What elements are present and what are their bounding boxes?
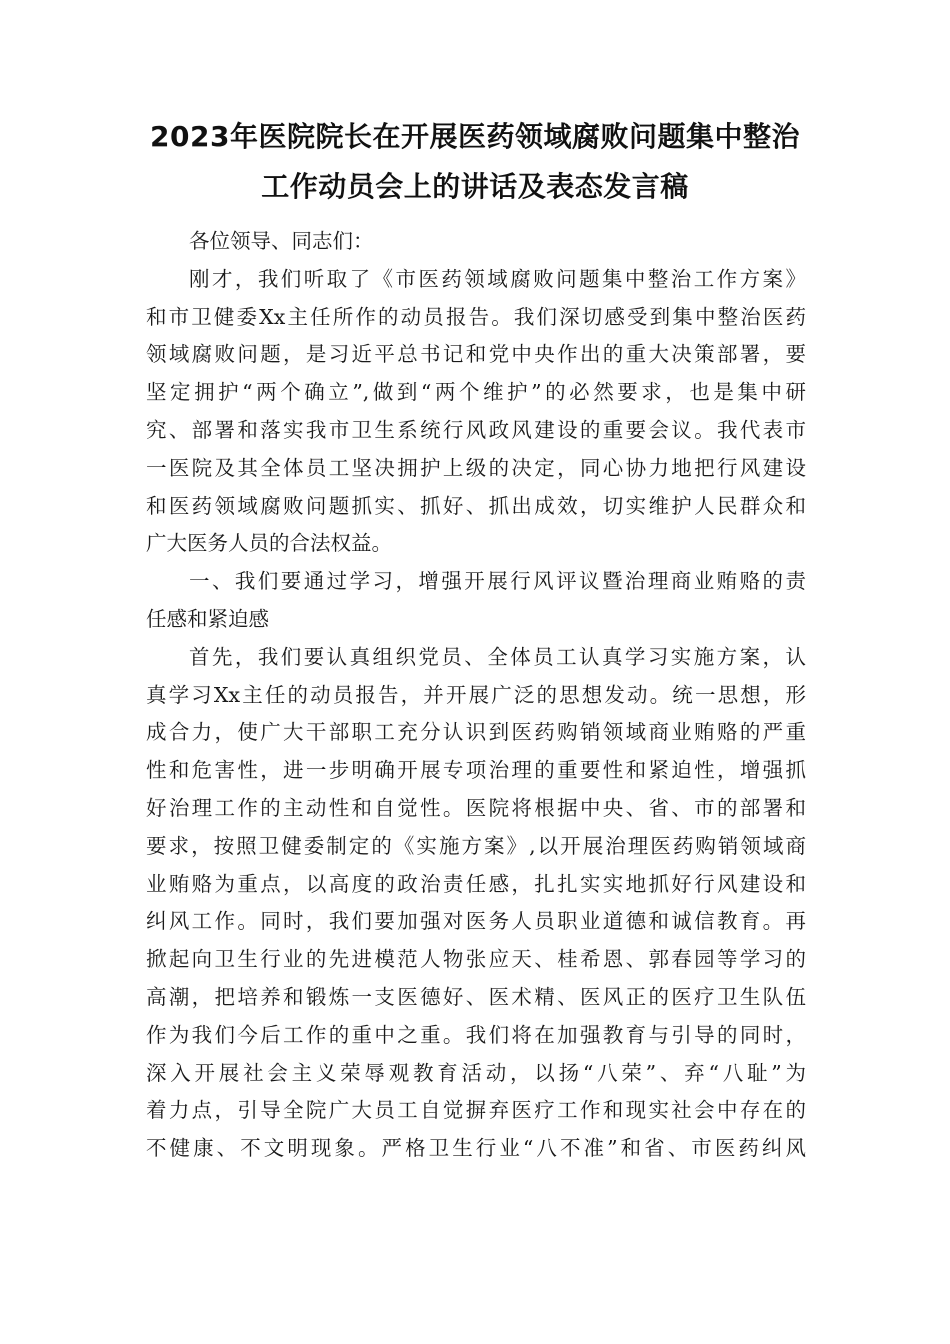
document-body	[146, 223, 806, 1168]
section-heading-1	[146, 563, 806, 639]
text-line: 究、部署和落实我市卫生系统行风政风建设的重要会议。我代表市	[146, 417, 806, 442]
text-line: 一医院及其全体员工坚决拥护上级的决定，同心协力地把行风建设	[146, 455, 806, 480]
text-line: 真学习Xx主任的动员报告，并开展广泛的思想发动。统一思想，形	[146, 682, 806, 707]
text-line: 好治理工作的主动性和自觉性。医院将根据中央、省、市的部署和	[146, 795, 806, 820]
text-line: 着力点，引导全院广大员工自觉摒弃医疗工作和现实社会中存在的	[146, 1098, 806, 1123]
text-line: 不健康、不文明现象。严格卫生行业“八不准”和省、市医药纠风	[146, 1136, 806, 1161]
paragraph-intro	[146, 261, 806, 563]
text-line: 和医药领域腐败问题抓实、抓好、抓出成效，切实维护人民群众和	[146, 493, 806, 518]
text-line: 掀起向卫生行业的先进模范人物张应天、桂希恩、郭春园等学习的	[146, 947, 806, 972]
text-line: 纠风工作。同时，我们要加强对医务人员职业道德和诚信教育。再	[146, 909, 806, 934]
paragraph-section-1	[146, 639, 806, 1168]
text-line: 各位领导、同志们：	[189, 229, 374, 253]
text-line: 成合力，使广大干部职工充分认识到医药购销领域商业贿赂的严重	[146, 720, 806, 745]
text-line: 刚才，我们听取了《市医药领域腐败问题集中整治工作方案》	[189, 266, 806, 291]
text-line: 任感和紧迫感	[146, 606, 269, 631]
text-line: 作为我们今后工作的重中之重。我们将在加强教育与引导的同时，	[146, 1022, 806, 1047]
text-line: 和市卫健委Xx主任所作的动员报告。我们深切感受到集中整治医药	[146, 304, 806, 329]
text-line: 深入开展社会主义荣辱观教育活动，以扬“八荣”、弃“八耻”为	[146, 1060, 806, 1085]
text-line: 性和危害性，进一步明确开展专项治理的重要性和紧迫性，增强抓	[146, 758, 806, 783]
title-line: 工作动员会上的讲话及表态发言稿	[261, 170, 689, 203]
document-title	[100, 112, 850, 212]
text-line: 高潮，把培养和锻炼一支医德好、医术精、医风正的医疗卫生队伍	[146, 984, 806, 1009]
text-line: 业贿赂为重点，以高度的政治责任感，扎扎实实地抓好行风建设和	[146, 871, 806, 896]
text-line: 广大医务人员的合法权益。	[146, 531, 392, 556]
title-line: 2023年医院院长在开展医药领域腐败问题集中整治	[150, 120, 800, 153]
text-line: 一、我们要通过学习，增强开展行风评议暨治理商业贿赂的责	[189, 569, 806, 594]
text-line: 领域腐败问题，是习近平总书记和党中央作出的重大决策部署，要	[146, 342, 806, 367]
text-line: 坚定拥护“两个确立”,做到“两个维护”的必然要求，也是集中研	[146, 380, 806, 405]
text-line: 要求，按照卫健委制定的《实施方案》,以开展治理医药购销领域商	[146, 833, 806, 858]
paragraph-greeting	[146, 223, 806, 261]
text-line: 首先，我们要认真组织党员、全体员工认真学习实施方案，认	[189, 644, 806, 669]
